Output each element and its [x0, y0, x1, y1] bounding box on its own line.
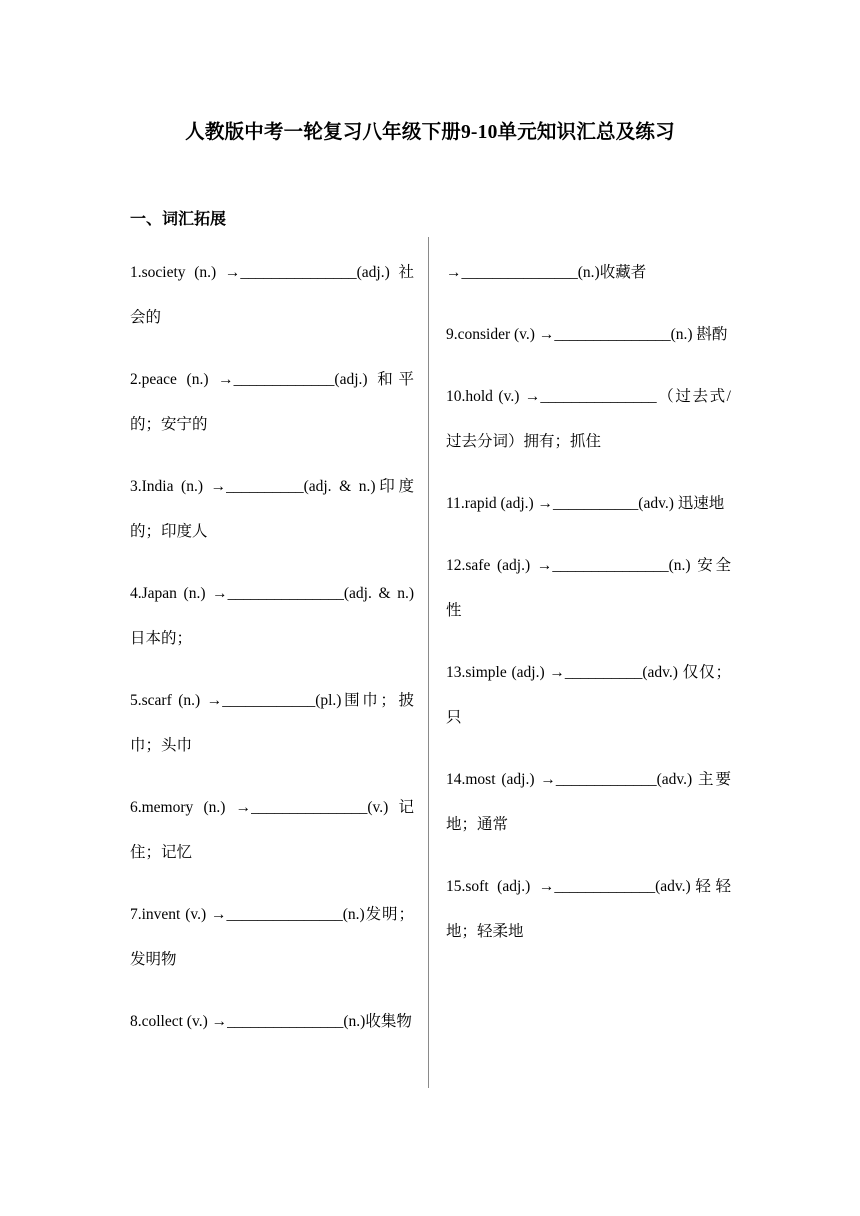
vocab-item-12: 12.safe (adj.) →_______________(n.) 安全性	[446, 557, 731, 619]
vocab-item-7: 7.invent (v.) →_______________(n.)发明；发明物	[130, 906, 414, 968]
vocab-item-10: 10.hold (v.) →_______________（过去式/过去分词）拥有；抓住	[446, 388, 731, 450]
left-column	[130, 250, 414, 1061]
vocab-item-5: 5.scarf (n.) →____________(pl.)围巾；披巾；头巾	[130, 692, 414, 754]
page-title: 人教版中考一轮复习八年级下册9-10单元知识汇总及练习	[185, 122, 675, 143]
vocab-item-15: 15.soft (adj.) →_____________(adv.)轻轻地；轻柔地	[446, 878, 731, 940]
vocab-item-9: 9.consider (v.) →_______________(n.) 斟酌	[446, 326, 728, 343]
vocab-item-14: 14.most (adj.) →_____________(adv.) 主要地；通常	[446, 771, 731, 833]
vocab-item-11: 11.rapid (adj.) →___________(adv.) 迅速地	[446, 495, 725, 512]
section-heading: 一、词汇拓展	[130, 211, 227, 228]
vocab-item-1: 1.society (n.) →_______________(adj.) 社会的	[130, 264, 414, 326]
vocab-item-8: 8.collect (v.) →_______________(n.)收集物	[130, 1013, 412, 1030]
right-column	[446, 250, 731, 971]
column-divider	[428, 237, 429, 1088]
vocab-item-2: 2.peace (n.) →_____________(adj.) 和平的；安宁的	[130, 371, 414, 433]
vocab-item-13: 13.simple (adj.) →__________(adv.) 仅仅；只	[446, 664, 731, 726]
vocab-item-6: 6.memory (n.) →_______________(v.) 记住；记忆	[130, 799, 414, 861]
vocab-item-3: 3.India (n.) →__________(adj. & n.)印度的；印度人	[130, 478, 414, 540]
vocab-item-4: 4.Japan (n.) →_______________(adj. & n.)日本的；	[130, 585, 414, 647]
vocab-item-8-continued: →_______________(n.)收藏者	[446, 264, 647, 281]
